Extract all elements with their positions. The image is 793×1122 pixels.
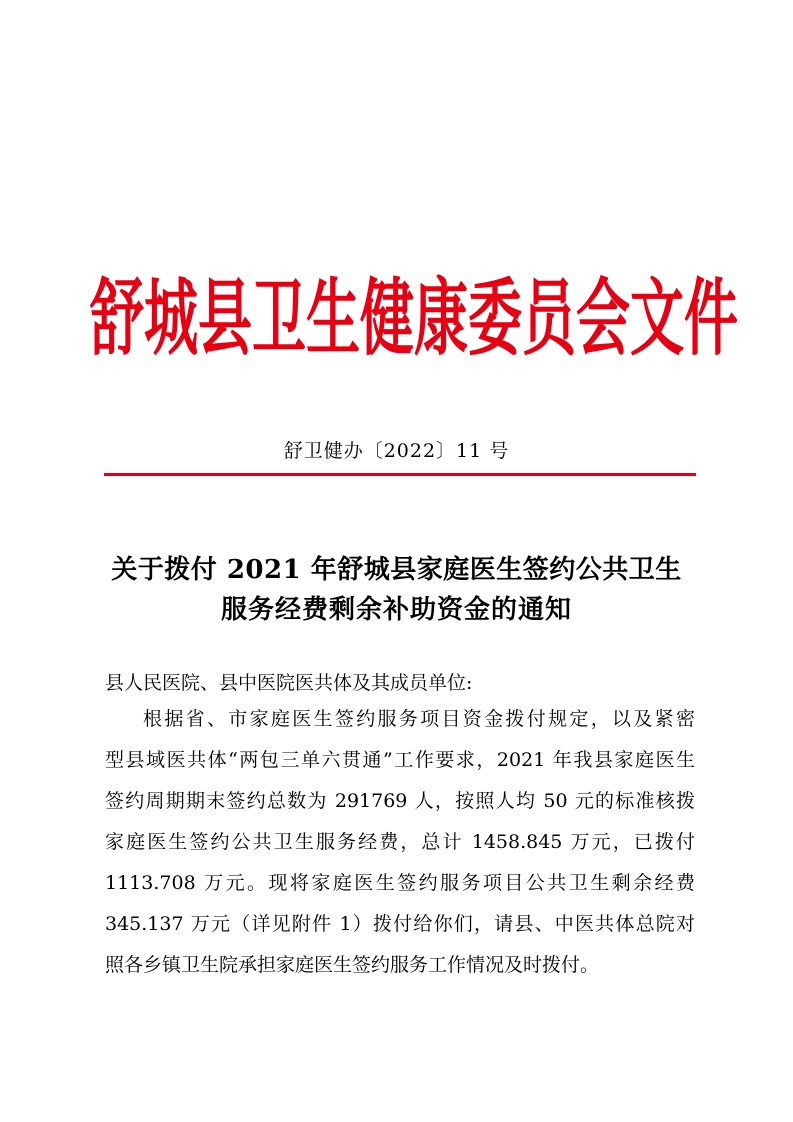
document-masthead xyxy=(90,268,738,370)
document-title-line-2: 服务经费剩余补助资金的通知 xyxy=(220,595,572,625)
body-line: 根据省、市家庭医生签约服务项目资金拨付规定，以及紧密 xyxy=(143,708,695,730)
masthead-char: 生 xyxy=(306,269,360,368)
masthead-char: 县 xyxy=(198,269,252,368)
body-line: 型县域医共体“两包三单六贯通”工作要求，2021 年我县家庭医生 xyxy=(105,749,695,771)
masthead-char: 会 xyxy=(576,269,630,368)
masthead-char: 委 xyxy=(468,269,522,368)
masthead-char: 文 xyxy=(630,269,684,368)
masthead-char: 城 xyxy=(144,269,198,368)
red-divider-line xyxy=(104,473,696,476)
masthead-char: 件 xyxy=(684,269,738,368)
salutation: 县人民医院、县中医院医共体及其成员单位: xyxy=(105,672,473,694)
body-line: 照各乡镇卫生院承担家庭医生签约服务工作情况及时拨付。 xyxy=(105,954,600,976)
document-title-line-1: 关于拨付 2021 年舒城县家庭医生签约公共卫生 xyxy=(111,555,682,585)
body-line: 家庭医生签约公共卫生服务经费，总计 1458.845 万元，已拨付 xyxy=(105,831,695,853)
masthead-char: 健 xyxy=(360,269,414,368)
body-line: 345.137 万元（详见附件 1）拨付给你们，请县、中医共体总院对 xyxy=(105,913,695,935)
masthead-char: 舒 xyxy=(90,269,144,368)
document-number: 舒卫健办〔2022〕11 号 xyxy=(283,440,510,462)
masthead-char: 康 xyxy=(414,269,468,368)
masthead-char: 卫 xyxy=(252,269,306,368)
body-line: 签约周期期末签约总数为 291769 人，按照人均 50 元的标准核拨 xyxy=(105,790,695,812)
masthead-char: 员 xyxy=(522,269,576,368)
body-line: 1113.708 万元。现将家庭医生签约服务项目公共卫生剩余经费 xyxy=(105,872,695,894)
